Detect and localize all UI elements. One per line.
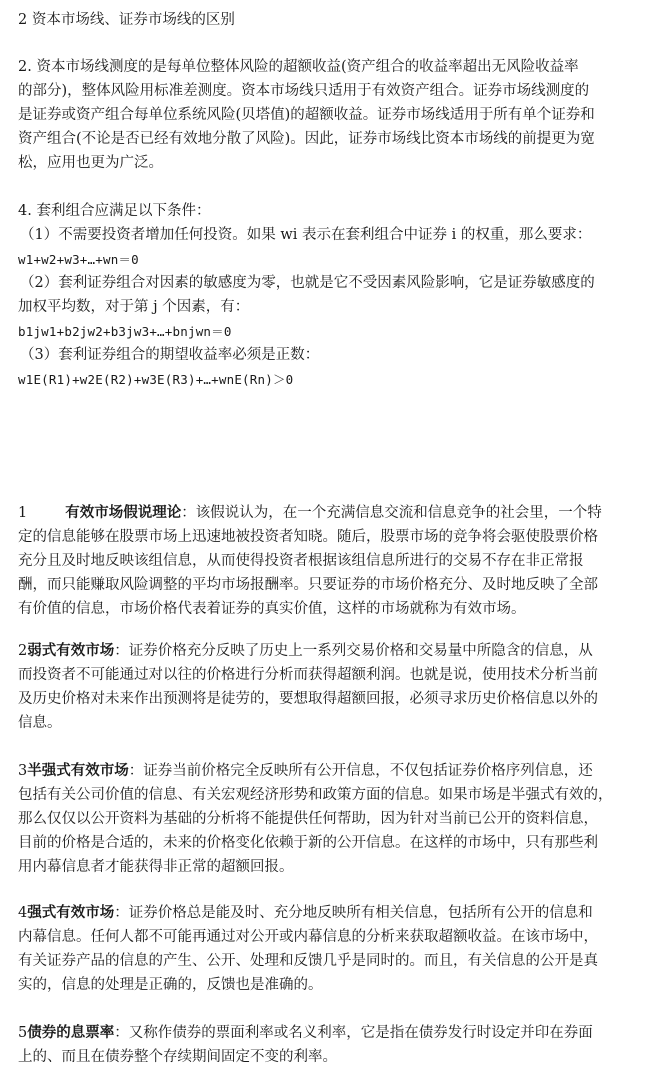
formula-line: b1jw1+b2jw2+b3jw3+…+bnjwn＝0: [18, 324, 232, 339]
paragraph-line: 有关证券产品的信息的产生、公开、处理和反馈几乎是同时的。而且，有关信息的公开是真: [18, 953, 598, 969]
paragraph-first-line: [18, 1023, 658, 1043]
paragraph-line: 2. 资本市场线测度的是每单位整体风险的超额收益(资产组合的收益率超出无风险收益率: [18, 59, 579, 75]
item-number: 4: [18, 905, 28, 921]
paragraph-line: 而投资者不可能通过对以往的价格进行分析而获得超额利润。也就是说，使用技术分析当前: [18, 667, 598, 683]
paragraph-line: 的部分)，整体风险用标准差测度。资本市场线只适用于有效资产组合。证券市场线测度的: [18, 83, 590, 99]
paragraph-first-line: [18, 641, 658, 661]
formula-line: w1E(R1)+w2E(R2)+w3E(R3)+…+wnE(Rn)＞0: [18, 372, 294, 387]
paragraph-first-line: [18, 903, 658, 923]
paragraph-line: 信息。: [18, 715, 62, 731]
condition-line: （3）套利证券组合的期望收益率必须是正数：: [20, 347, 320, 363]
condition-line: 加权平均数，对于第 j 个因素，有：: [18, 299, 250, 315]
paragraph-line: 是证券或资产组合每单位系统风险(贝塔值)的超额收益。证券市场线适用于所有单个证券和: [18, 107, 595, 123]
paragraph-line: 实的，信息的处理是正确的，反馈也是准确的。: [18, 977, 323, 993]
paragraph-first-line: [18, 761, 658, 781]
item-number: 3: [18, 763, 28, 779]
paragraph-line: 用内幕信息者才能获得非正常的超额回报。: [18, 859, 294, 875]
formula-line: w1+w2+w3+…+wn＝0: [18, 252, 139, 267]
paragraph-line: 包括有关公司价值的信息、有关宏观经济形势和政策方面的信息。如果市场是半强式有效的，: [18, 787, 613, 803]
condition-line: （1）不需要投资者增加任何投资。如果 wi 表示在套利组合中证券 i 的权重，那么要求：: [20, 227, 592, 243]
item-number: 5: [18, 1025, 28, 1041]
paragraph-line: 资产组合(不论是否已经有效地分散了风险)。因此，证券市场线比资本市场线的前提更为宽: [18, 131, 595, 147]
term-definition: ：又称作债券的票面利率或名义利率，它是指在债券发行时设定并印在券面: [114, 1025, 593, 1041]
term-heading: 弱式有效市场: [27, 642, 115, 659]
paragraph-line: 目前的价格是合适的，未来的价格变化依赖于新的公开信息。在这样的市场中，只有那些利: [18, 835, 598, 851]
term-definition: ：证券价格充分反映了历史上一系列交易价格和交易量中所隐含的信息，从: [114, 643, 593, 659]
term-definition: ：证券当前价格完全反映所有公开信息，不仅包括证券价格序列信息，还: [128, 763, 593, 779]
section-heading: 4. 套利组合应满足以下条件：: [18, 203, 211, 219]
item-number: 1: [18, 505, 28, 521]
paragraph-line: 有价值的信息，市场价格代表着证券的真实价值，这样的市场就称为有效市场。: [18, 601, 526, 617]
paragraph-line: 及历史价格对未来作出预测将是徒劳的，要想取得超额回报，必须寻求历史价格信息以外的: [18, 691, 598, 707]
term-heading: 债券的息票率: [27, 1024, 115, 1041]
paragraph-line: 内幕信息。任何人都不可能再通过对公开或内幕信息的分析来获取超额收益。在该市场中，: [18, 929, 598, 945]
term-definition: ：该假说认为，在一个充满信息交流和信息竞争的社会里，一个特: [181, 505, 602, 521]
condition-line: （2）套利证券组合对因素的敏感度为零，也就是它不受因素风险影响，它是证券敏感度的: [20, 275, 595, 291]
term-heading: 有效市场假说理论: [65, 504, 182, 521]
paragraph-first-line: [18, 503, 658, 523]
term-heading: 半强式有效市场: [27, 762, 129, 779]
paragraph-line: 定的信息能够在股票市场上迅速地被投资者知晓。随后，股票市场的竞争将会驱使股票价格: [18, 529, 598, 545]
paragraph-line: 充分且及时地反映该组信息，从而使得投资者根据该组信息所进行的交易不存在非正常报: [18, 553, 584, 569]
term-heading: 强式有效市场: [27, 904, 115, 921]
paragraph-line: 那么仅仅以公开资料为基础的分析将不能提供任何帮助，因为针对当前已公开的资料信息，: [18, 811, 598, 827]
paragraph-line: 松，应用也更为广泛。: [18, 155, 163, 171]
term-definition: ：证券价格总是能及时、充分地反映所有相关信息，包括所有公开的信息和: [114, 905, 593, 921]
paragraph-line: 酬，而只能赚取风险调整的平均市场报酬率。只要证券的市场价格充分、及时地反映了全部: [18, 577, 598, 593]
item-number: 2: [18, 643, 28, 659]
section-title: 2 资本市场线、证券市场线的区别: [18, 12, 235, 28]
paragraph-line: 上的、而且在债券整个存续期间固定不变的利率。: [18, 1049, 337, 1065]
